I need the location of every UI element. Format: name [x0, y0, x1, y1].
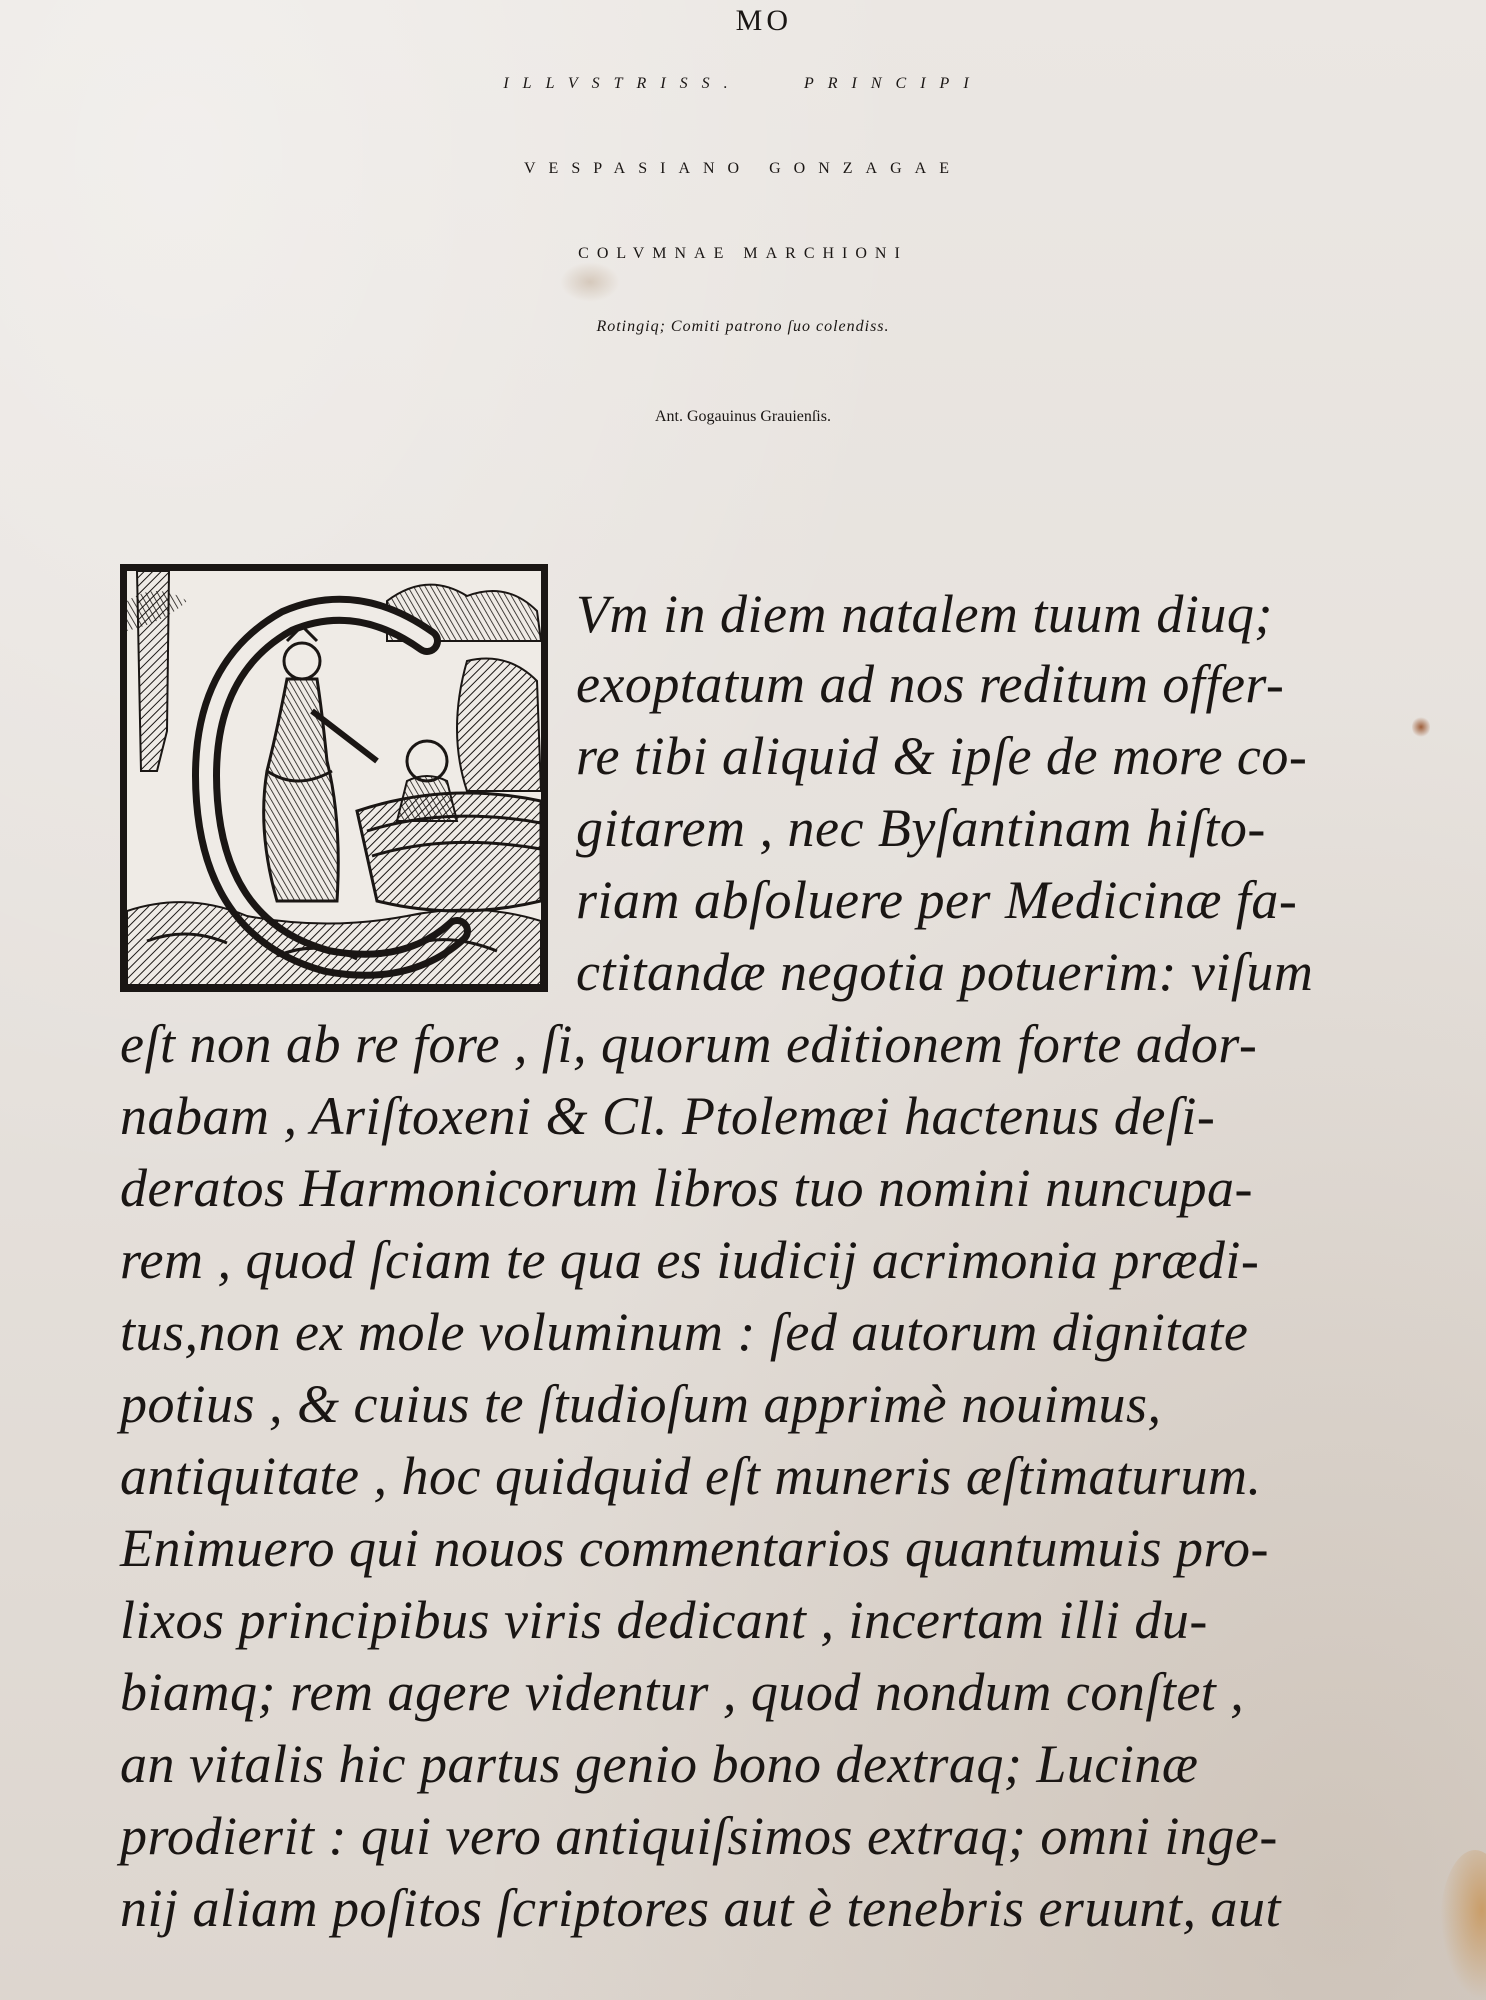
body-line: riam abſoluere per Medicinæ fa- [576, 870, 1298, 930]
decorated-initial [120, 564, 548, 992]
body-line: nij aliam poſitos ſcriptores aut è tenebris eruunt, aut [120, 1878, 1281, 1938]
woodcut-illustration [127, 571, 541, 985]
dedication-heading-line-3: COLVMNAE MARCHIONI [578, 245, 908, 262]
dedication-heading-line-4: Rotingiq; Comiti patrono ſuo colendiss. [596, 318, 890, 335]
author-line: Ant. Gogauinus Grauienſis. [655, 408, 831, 425]
body-line: Vm in diem natalem tuum diuq; [576, 584, 1273, 644]
body-line: prodierit : qui vero antiquiſsimos extraq; omni inge- [120, 1806, 1278, 1866]
body-line: nabam , Ariſtoxeni & Cl. Ptolemæi hactenus deſi- [120, 1086, 1216, 1146]
body-line: lixos principibus viris dedicant , incertam illi du- [120, 1590, 1208, 1650]
foxing-stain [560, 262, 620, 302]
body-line: potius , & cuius te ſtudioſum apprimè nouimus, [120, 1374, 1162, 1434]
foxing-stain [1412, 716, 1430, 738]
body-line: ctitandæ negotia potuerim: viſum [576, 942, 1314, 1002]
body-line: rem , quod ſciam te qua es iudicij acrimonia prædi- [120, 1230, 1260, 1290]
body-line: antiquitate , hoc quidquid eſt muneris æſtimaturum. [120, 1446, 1262, 1506]
dedication-heading-line-1 [0, 4, 1486, 96]
body-line: gitarem , nec Byſantinam hiſto- [576, 798, 1266, 858]
dedication-heading-line-2: VESPASIANO GONZAGAE [524, 160, 962, 177]
heading-word-principi: PRINCIPI [804, 75, 983, 92]
body-line: tus,non ex mole voluminum : ſed autorum dignitate [120, 1302, 1249, 1362]
body-line: re tibi aliquid & ipſe de more co- [576, 726, 1308, 786]
body-line: an vitalis hic partus genio bono dextraq; Lucinæ [120, 1734, 1199, 1794]
body-line: eſt non ab re fore , ſi, quorum editionem forte ador- [120, 1014, 1258, 1074]
body-line: Enimuero qui nouos commentarios quantumuis pro- [120, 1518, 1269, 1578]
body-line: deratos Harmonicorum libros tuo nomini nuncupa- [120, 1158, 1253, 1218]
foxing-stain [1440, 1850, 1486, 2000]
body-line: exoptatum ad nos reditum offer- [576, 654, 1285, 714]
heading-word-illustriss: ILLVSTRISS. [503, 75, 742, 92]
body-line: biamq; rem agere videntur , quod nondum conſtet , [120, 1662, 1245, 1722]
heading-superscript: MO [735, 4, 792, 37]
